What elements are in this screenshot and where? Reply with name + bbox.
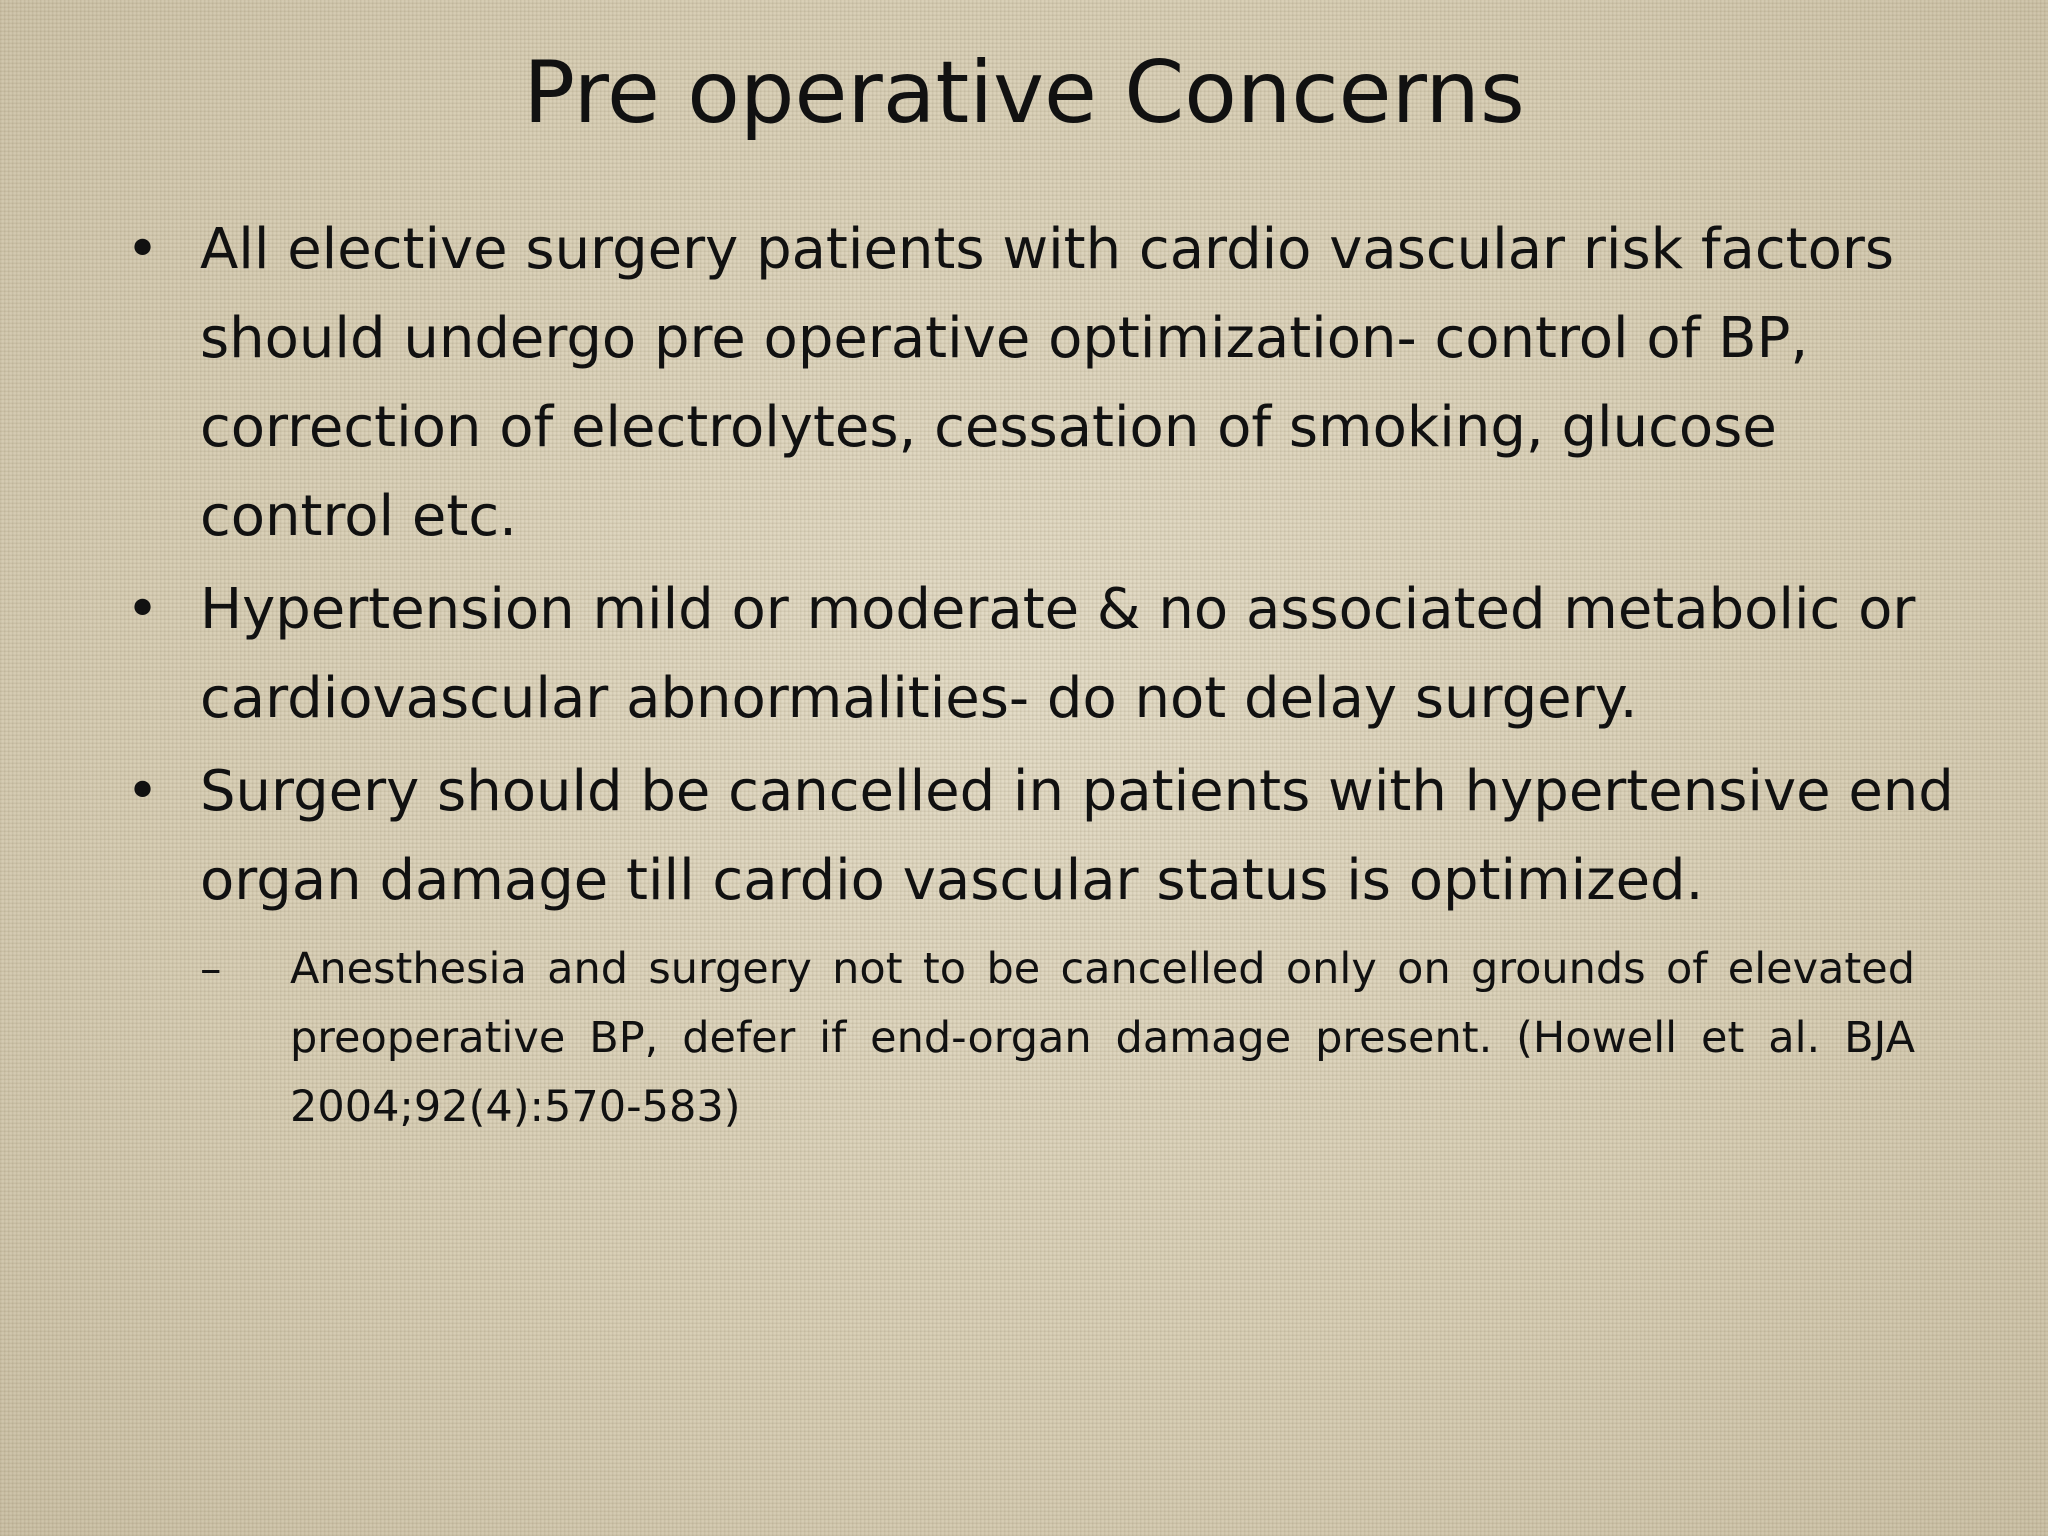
- bullet-item: [120, 565, 1960, 743]
- slide-title: Pre operative Concerns: [523, 43, 1525, 143]
- bullet-text: Surgery should be cancelled in patients with hypertensive end organ damage till cardio vascular status is optimized.: [200, 759, 1954, 913]
- sub-bullet-item: [200, 935, 1915, 1142]
- sub-bullet-marker: –: [200, 944, 222, 994]
- bullet-list: [120, 205, 1960, 1146]
- sub-bullet-text: Anesthesia and surgery not to be cancelled only on grounds of elevated preoperative BP, defer if end-organ damage present. (Howell et al. BJA 2004;92(4):570-583): [290, 944, 1915, 1132]
- bullet-marker: •: [126, 577, 160, 642]
- bullet-text: All elective surgery patients with cardio vascular risk factors should undergo pre operative optimization- control of BP, correction of electrolytes, cessation of smoking, glucose control etc.: [200, 217, 1895, 549]
- bullet-marker: •: [126, 759, 160, 824]
- bullet-item: [120, 205, 1960, 561]
- bullet-text: Hypertension mild or moderate & no associated metabolic or cardiovascular abnormalities- do not delay surgery.: [200, 577, 1916, 731]
- bullet-item: [120, 747, 1960, 1142]
- bullet-marker: •: [126, 217, 160, 282]
- sub-bullet-list: [200, 935, 1960, 1142]
